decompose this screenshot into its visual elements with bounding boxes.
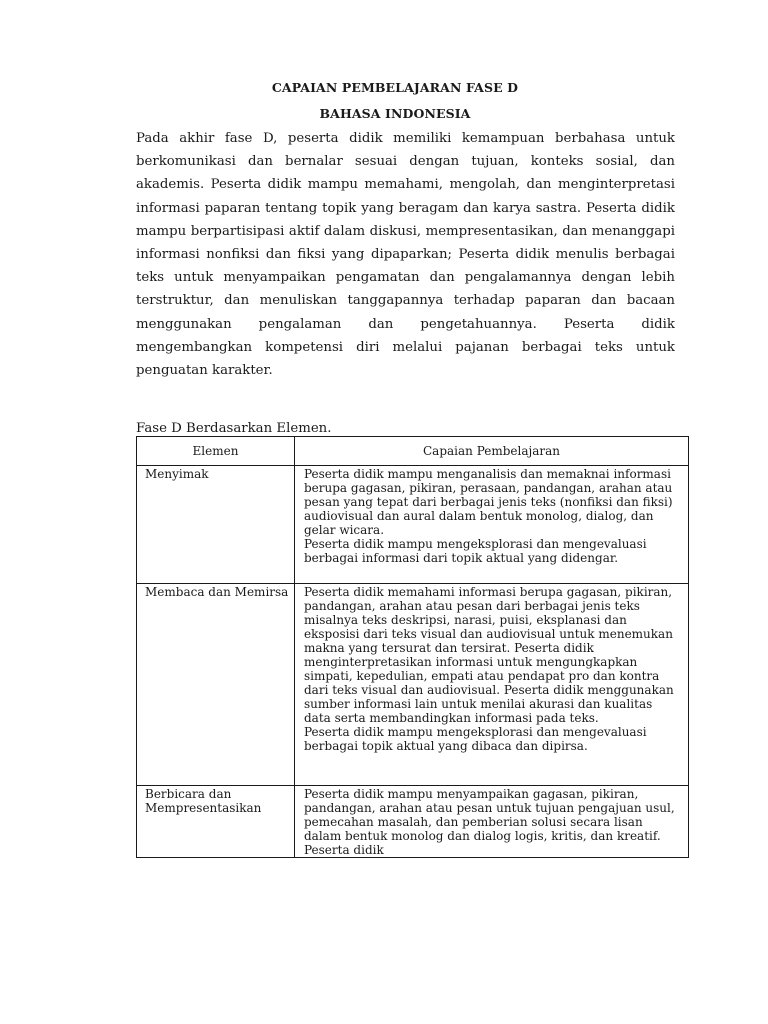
elemen-table — [136, 436, 689, 858]
table-row — [137, 786, 689, 858]
intro-paragraph: Pada akhir fase D, peserta didik memiliki kemampuan berbahasa untuk berkomunikasi dan bernalar sesuai dengan tujuan, konteks sosial, dan akademis. Peserta didik mampu memahami, mengolah, dan menginterpretasi informasi paparan tentang topik yang beragam dan karya sastra. Peserta didik mampu berpartisipasi aktif dalam diskusi, mempresentasikan, dan menanggapi informasi nonfiksi dan fiksi yang dipaparkan; Peserta didik menulis berbagai teks untuk menyampaikan pengamatan dan pengalamannya dengan lebih terstruktur, dan menuliskan tanggapannya terhadap paparan dan bacaan menggunakan pengalaman dan pengetahuannya. Peserta didik mengembangkan kompetensi diri melalui pajanan berbagai teks untuk penguatan karakter. — [136, 131, 675, 379]
capaian-cell — [295, 786, 689, 858]
capaian-text: Peserta didik memahami informasi berupa gagasan, pikiran, pandangan, arahan atau pesan dari berbagai jenis teks misalnya teks deskripsi, narasi, puisi, eksplanasi dan eksposisi dari teks visual dan audiovisual untuk menemukan makna yang tersurat dan tersirat. Peserta didik menginterpretasikan informasi untuk mengungkapkan simpati, kepedulian, empati atau pendapat pro dan kontra dari teks visual dan audiovisual. Peserta didik menggunakan sumber informasi lain untuk menilai akurasi dan kualitas data serta membandingkan informasi pada teks. — [304, 585, 674, 725]
capaian-cell — [295, 584, 689, 786]
capaian-text: Peserta didik mampu mengeksplorasi dan mengevaluasi berbagai informasi dari topik aktual yang didengar. — [304, 537, 647, 565]
elemen-cell: Membaca dan Memirsa — [137, 584, 295, 786]
table-row — [137, 584, 689, 786]
table-row — [137, 466, 689, 584]
capaian-cell — [295, 466, 689, 584]
capaian-text: Peserta didik mampu mengeksplorasi dan mengevaluasi berbagai topik aktual yang dibaca dan dipirsa. — [304, 725, 647, 753]
elemen-cell: Menyimak — [137, 466, 295, 584]
document-subtitle: BAHASA INDONESIA — [319, 106, 471, 121]
elemen-cell: Berbicara dan Mempresentasikan — [137, 786, 295, 858]
document-title: CAPAIAN PEMBELAJARAN FASE D — [271, 80, 519, 95]
header-elemen: Elemen — [137, 437, 295, 466]
table-header-row — [137, 437, 689, 466]
table-caption: Fase D Berdasarkan Elemen. — [136, 421, 332, 436]
capaian-text: Peserta didik mampu menganalisis dan memaknai informasi berupa gagasan, pikiran, perasaan, pandangan, arahan atau pesan yang tepat dari berbagai jenis teks (nonfiksi dan fiksi) audiovisual dan aural dalam bentuk monolog, dialog, dan gelar wicara. — [304, 467, 673, 537]
capaian-text: Peserta didik mampu menyampaikan gagasan, pikiran, pandangan, arahan atau pesan untuk tujuan pengajuan usul, pemecahan masalah, dan pemberian solusi secara lisan dalam bentuk monolog dan dialog logis, kritis, dan kreatif. Peserta didik — [304, 787, 675, 857]
header-capaian: Capaian Pembelajaran — [295, 437, 689, 466]
